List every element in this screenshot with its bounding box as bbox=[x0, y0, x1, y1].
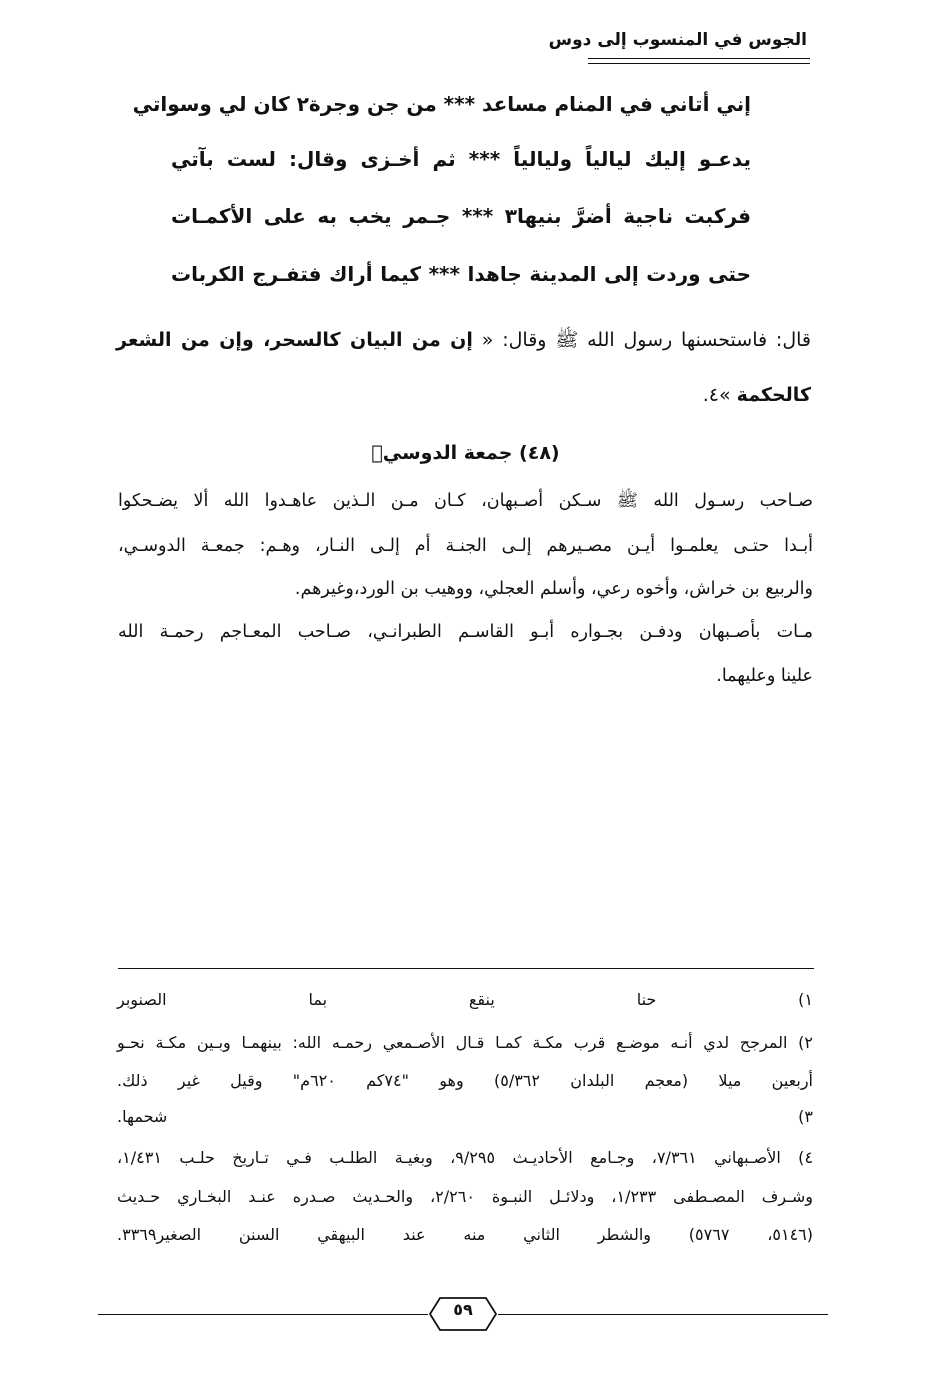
poem-line-4: حتى وردت إلى المدينة جاهدا *** كيما أراك فتفـرج الكربات bbox=[171, 262, 751, 286]
header-rule-top bbox=[588, 58, 810, 59]
footnote-2-line-2: أربعين ميلا (معجم البلدان ٥/٣٦٢) وهو "٧٤كم ٦٢٠م" وقيل غير ذلك. bbox=[117, 1071, 814, 1090]
header-rule-bottom bbox=[588, 63, 810, 64]
biography-line-2: أبـدا حتـى يعلمـوا أيـن مصـيرهم إلـى الجنـة أم إلـى النـار، وهـم: جمعـة الدوسـي، bbox=[118, 536, 813, 556]
biography-line-4: مـات بأصـبهان ودفـن بجـواره أبـو القاسـم الطبرانـي، صـاحب المعـاجم رحمـة الله bbox=[118, 622, 813, 642]
footer-rule-right bbox=[498, 1314, 828, 1315]
biography-line-5: علينا وعليهما. bbox=[716, 666, 813, 686]
poem-line-2: يدعـو إليك ليالياً وليالياً *** ثم أخـزى وقال: لست بآتي bbox=[171, 147, 751, 171]
running-header: الجوس في المنسوب إلى دوس bbox=[548, 30, 807, 50]
poem-line-3: فركبت ناجية أضرَّ بنيها٣ *** جـمر يخب به على الأكمـات bbox=[171, 204, 751, 228]
biography-line-3: والربيع بن خراش، وأخوه رعي، وأسلم العجلي، ووهيب بن الورد،وغيرهم. bbox=[294, 579, 813, 599]
quote-hadith-part-2: كالحكمة bbox=[736, 384, 811, 406]
quote-line-2 bbox=[116, 378, 811, 412]
footnote-2-line-1: ٢) المرجح لدي أنـه موضـع قرب مكـة كمـا قـال الأصـمعي رحمـه الله: بينهمـا وبـين مكـة نحـو bbox=[117, 1033, 813, 1052]
footnote-1: ١) حنا ينقع بما الصنوبر bbox=[117, 990, 813, 1009]
quote-intro: قال: فاستحسنها رسول الله ﷺ وقال: « bbox=[472, 329, 811, 351]
footnote-4-line-2: وشـرف المصـطفى ١/٢٣٣، ودلائـل النبـوة ٢/٢٦٠، والحـديث صـدره عنـد البخـاري حـديث bbox=[117, 1187, 814, 1206]
poem-line-1: إني أتاني في المنام مساعد *** من جن وجرة٢ كان لي وسواتي bbox=[132, 92, 751, 116]
footer-rule-left bbox=[98, 1314, 428, 1315]
quote-hadith-part-1: إن من البيان كالسحر، وإن من الشعر bbox=[116, 329, 473, 351]
page-number: ٥٩ bbox=[453, 1300, 473, 1319]
quote-line-1 bbox=[116, 323, 811, 357]
quote-close: »٤. bbox=[702, 384, 737, 406]
biography-line-1: صـاحب رسـول الله ﷺ سـكن أصـبهان، كـان مـن الـذين عاهـدوا الله ألا يضـحكوا bbox=[118, 491, 813, 511]
footnote-separator bbox=[118, 968, 814, 969]
footnote-3: ٣) شحمها. bbox=[117, 1107, 813, 1126]
footnote-4-line-3: (٥١٤٦، ٥٧٦٧) والشطر الثاني منه عند البيهقي السنن الصغير٣٣٦٩. bbox=[117, 1225, 814, 1244]
footnote-4-line-1: ٤) الأصـبهاني ٧/٣٦١، وجـامع الأحاديـث ٩/٢٩٥، وبغيـة الطلـب فـي تـاريخ حلـب ١/٤٣١، bbox=[117, 1148, 814, 1167]
section-heading: (٤٨) جمعة الدوسيؓ bbox=[371, 442, 560, 464]
